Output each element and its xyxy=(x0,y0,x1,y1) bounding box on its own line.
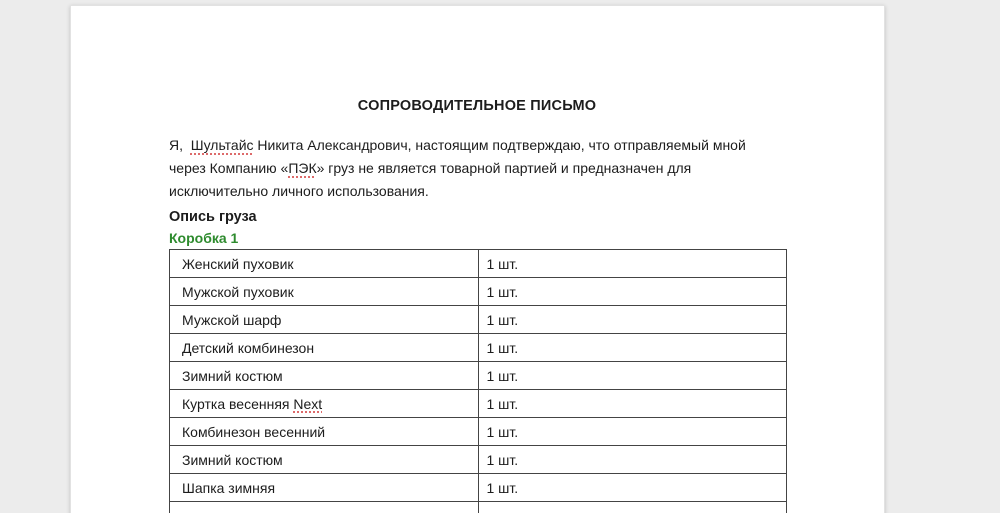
text-segment: Куртка весенняя xyxy=(182,395,294,412)
qty-cell: 1 шт. xyxy=(478,334,787,362)
box-heading: Коробка 1 xyxy=(169,230,239,246)
qty-cell xyxy=(478,502,787,513)
item-cell xyxy=(170,446,479,474)
item-cell xyxy=(170,278,479,306)
item-cell xyxy=(170,390,479,418)
text-segment: Зимний костюм xyxy=(182,367,283,384)
item-cell xyxy=(170,306,479,334)
document-page xyxy=(70,5,885,513)
text-segment: » груз не является товарной партией и предназначен для исключительно личного использования. xyxy=(169,160,696,199)
item-cell xyxy=(170,502,479,513)
qty-cell: 1 шт. xyxy=(478,418,787,446)
table-row xyxy=(170,474,787,502)
qty-cell: 1 шт. xyxy=(478,474,787,502)
qty-cell: 1 шт. xyxy=(478,250,787,278)
text-segment: Женский пуховик xyxy=(182,255,294,272)
item-cell xyxy=(170,418,479,446)
table-row xyxy=(170,334,787,362)
table-row xyxy=(170,418,787,446)
text-segment: Я, xyxy=(169,137,191,153)
text-segment: Мужской шарф xyxy=(182,311,282,328)
item-cell xyxy=(170,250,479,278)
text-segment: Зимний костюм xyxy=(182,451,283,468)
document-title: СОПРОВОДИТЕЛЬНОЕ ПИСЬМО xyxy=(357,98,597,114)
misspelled-word: Шультайс xyxy=(190,137,254,153)
item-cell xyxy=(170,334,479,362)
text-segment: Мужской пуховик xyxy=(182,283,294,300)
qty-cell: 1 шт. xyxy=(478,278,787,306)
intro-paragraph xyxy=(169,134,785,203)
text-segment: Шапка зимняя xyxy=(182,479,276,496)
page-content xyxy=(71,6,884,513)
qty-cell: 1 шт. xyxy=(478,306,787,334)
qty-cell: 1 шт. xyxy=(478,390,787,418)
text-segment: Детский комбинезон xyxy=(182,339,315,356)
table-row xyxy=(170,390,787,418)
text-segment: Комбинезон весенний xyxy=(182,423,326,440)
item-cell xyxy=(170,362,479,390)
cargo-table xyxy=(169,249,787,513)
table-row xyxy=(170,250,787,278)
table-row xyxy=(170,362,787,390)
table-row xyxy=(170,306,787,334)
misspelled-word: ПЭК xyxy=(288,160,317,176)
inventory-heading: Опись груза xyxy=(169,209,257,225)
text-segment: Никита Александрович, настоящим подтверждаю, что отправляемый мной через Компанию « xyxy=(169,137,750,176)
table-row xyxy=(170,446,787,474)
table-row xyxy=(170,278,787,306)
table-row-partial xyxy=(170,502,787,513)
qty-cell: 1 шт. xyxy=(478,446,787,474)
item-cell xyxy=(170,474,479,502)
qty-cell: 1 шт. xyxy=(478,362,787,390)
misspelled-word: Next xyxy=(293,395,323,412)
